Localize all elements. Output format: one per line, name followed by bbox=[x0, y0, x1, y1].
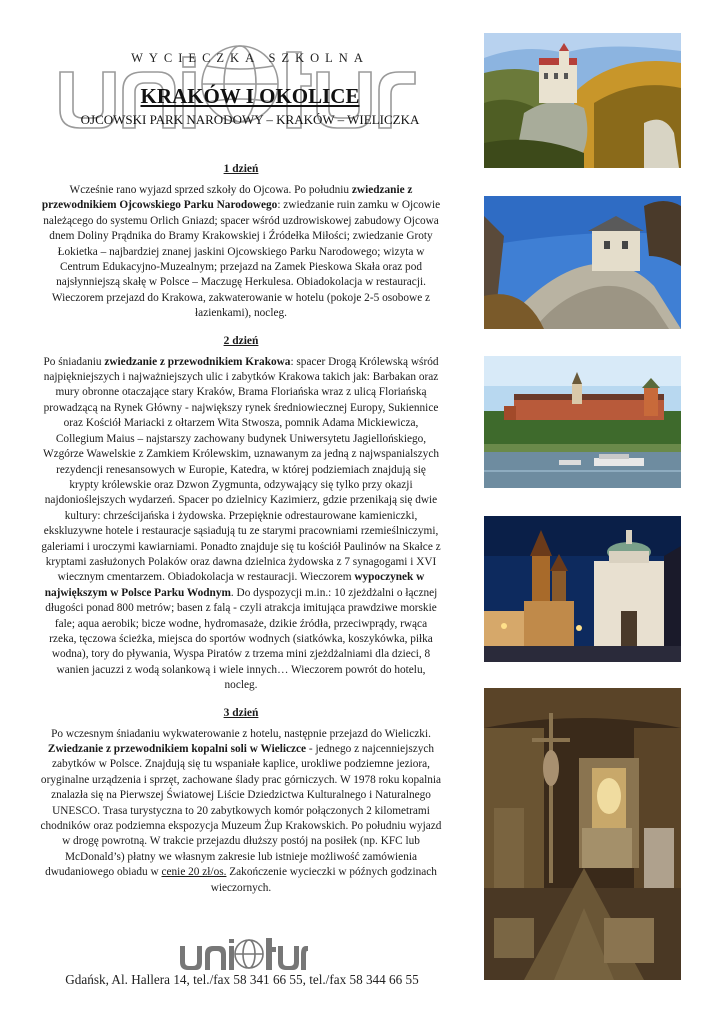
market-square-night-photo bbox=[484, 516, 681, 662]
day-1-text-part: Wcześnie rano wyjazd sprzed szkoły do Ojcowa. Po południu bbox=[69, 184, 352, 196]
day-3-text-part: Zakończenie wycieczki w późnych godzinach wieczornych. bbox=[210, 866, 437, 894]
itinerary bbox=[40, 162, 442, 908]
day-3-text-part: - jednego z najcenniejszych zabytków w Polsce. Znajdują się tu wspaniałe kaplice, urokliwe podziemne jeziora, oryginalne urządzenia i sprzęt, zachowane ślady prac górniczych. W 1978 roku kopalnia znalazła się na Pierwszej Światowej Liście Dziedzictwa Kulturalnego i Naturalnego UNESCO. Trasa turystyczna to 20 zabytkowych komór połączonych 2 kilometrami chodników oraz podziemna ekspozycja Muzeum Żup Krakowskich. Po południu wyjazd w drogę powrotną. W trakcie przejazdu dłuższy postój na posiłek (np. KFC lub McDonald’s) płatny we własnym zakresie lub istnieje możliwość zamówienia dwudaniowego obiadu w bbox=[40, 743, 442, 879]
day-3-price: cenie 20 zł/os. bbox=[161, 866, 227, 879]
day-1-heading: 1 dzień bbox=[223, 163, 259, 175]
day-1-bold-part: zwiedzanie z przewodnikiem Ojcowskiego Parku Narodowego bbox=[41, 184, 413, 212]
day-1-text-part: : zwiedzanie ruin zamku w Ojcowie należącego do systemu Orlich Gniazd; spacer wśród uzdrowiskowej zabudowy Ojcowa dnem Doliny Prądnika do Bramy Krakowskiej i Źródełka Miłości; zwiedzanie Groty Łokietka – najbardziej znanej jaskini Ojcowskiego Parku Narodowego; wizyta w Centrum Edukacyjno-Muzealnym; przejazd na Zamek Pieskowa Skała oraz pod najsłynniejszą skałę w Polsce – Maczugę Herkulesa. Obiadokolacja w restauracji. Wieczorem przejazd do Krakowa, zakwaterowanie w hotelu (pokoje 2-5 osobowe z łazienkami), nocleg. bbox=[43, 199, 441, 320]
day-3-bold-part: Zwiedzanie z przewodnikiem kopalni soli w Wieliczce bbox=[47, 743, 307, 755]
footer-address: Gdańsk, Al. Hallera 14, tel./fax 58 341 66 55, tel./fax 58 344 66 55 bbox=[65, 972, 419, 987]
day-3-text bbox=[40, 727, 442, 896]
day-2-heading: 2 dzień bbox=[223, 334, 259, 347]
castle-on-rocks-photo bbox=[484, 33, 681, 168]
day-2-section bbox=[40, 334, 442, 694]
day-1-text bbox=[40, 183, 442, 322]
day-2-text bbox=[40, 355, 442, 694]
day-2-bold-part: zwiedzanie z przewodnikiem Krakowa bbox=[104, 355, 291, 368]
day-2-text-part: . Do dyspozycji m.in.: 10 zjeżdżalni o łącznej długości ponad 800 metrów; basen z falą - czyli atrakcja imitująca prawdziwe morskie fale; aqua aerobik; bicze wodne, hydromasaże, dzikie źródła, przeciwprądy, rwąca rzeka, tęczowa ścieżka, miejsca do sportów wodnych (siatkówka, koszykówka, piłka wodna), tory do pływania, Wyspa Piratów z trzema mini zjeżdżalniami dla dzieci, 8 wanien jacuzzi z wodą solankową i wiele innych… Wieczorem powrót do hotelu, nocleg. bbox=[45, 586, 438, 692]
page-title: KRAKÓW I OKOLICE bbox=[140, 84, 360, 108]
day-3-section bbox=[40, 706, 442, 896]
day-2-bold-part: wypoczynek w największym w Polsce Parku Wodnym bbox=[44, 571, 425, 599]
page-header bbox=[40, 30, 460, 140]
day-3-heading: 3 dzień bbox=[223, 706, 259, 719]
header-tagline: WYCIECZKA SZKOLNA bbox=[131, 51, 369, 65]
page-subtitle: OJCOWSKI PARK NARODOWY – KRAKÓW – WIELICZKA bbox=[80, 112, 420, 127]
wawel-river-photo bbox=[484, 356, 681, 488]
salt-mine-chapel-photo bbox=[484, 688, 681, 980]
day-2-text-part: : spacer Drogą Królewską wśród najpiękniejszych i najważniejszych ulic i zabytków Krakowa takich jak: Barbakan oraz mury obronne otaczające stary Kraków, Brama Floriańska wraz z ulicą Floriańską prowadzącą na Rynek Główny - największy rynek średniowiecznej Europy, Sukiennice oraz Kościół Mariacki z ołtarzem Wita Stwosza, pomnik Adama Mickiewicza, Collegium Maius – najstarszy zachowany budynek Uniwersytetu Jagiellońskiego, Wzgórze Wawelskie z Zamkiem Królewskim, uznawanym za jedną z najwspanialszych rezydencji renesansowych w Europie, Katedra, w której podziemiach znajdują się krypty królewskie oraz Dzwon Zygmunta, odzywający się tylko przy okazji najdonioślejszych wydarzeń. Spacer po dzielnicy Kazimierz, gdzie przenikają się dwie kultury: chrześcijańska i żydowska. Przepięknie odrestaurowane kamieniczki, ekskluzywne hotele i restauracje sąsiadują tu ze starymi pracowniami rzemieślniczymi, galeriami i uroczymi kawiarniami. Ponadto znajduje się tu kościół Paulinów na Skałce z kryptami zasłużonych Polaków oraz dawna dzielnica żydowska z 7 synagogami i XVI wiecznym cmentarzem. Obiadokolacja w restauracji. Wieczorem bbox=[41, 355, 441, 584]
day-1-section bbox=[40, 162, 442, 322]
day-2-text-part: Po śniadaniu bbox=[43, 355, 105, 368]
unitur-footer-logo bbox=[178, 932, 308, 972]
day-3-text-part: Po wczesnym śniadaniu wykwaterowanie z hotelu, następnie przejazd do Wieliczki. bbox=[51, 727, 431, 740]
castle-ruin-photo bbox=[484, 196, 681, 329]
